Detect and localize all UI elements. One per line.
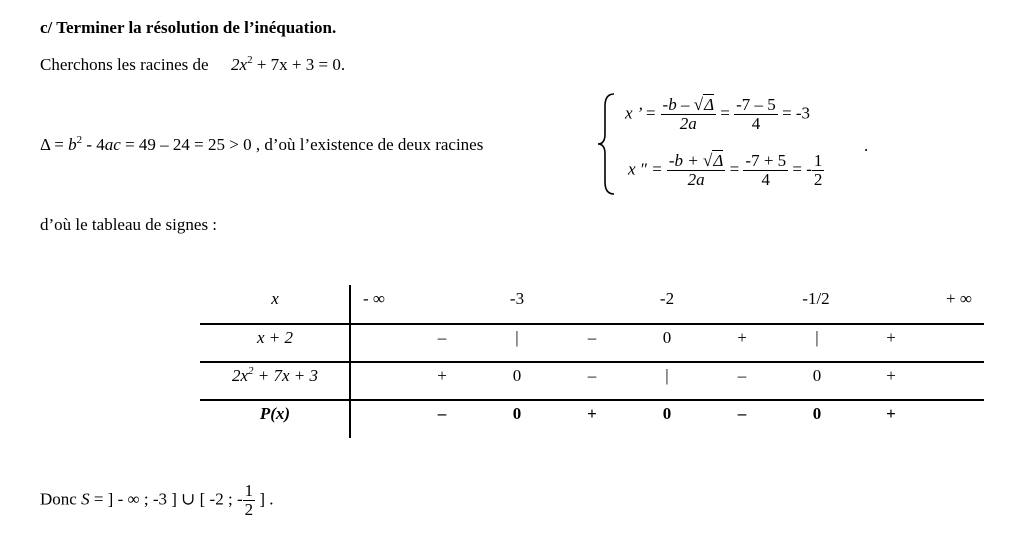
sign-cell: 0 xyxy=(812,404,822,423)
root-one-label: x ’ = xyxy=(625,103,657,123)
row-label: x + 2 xyxy=(256,328,294,347)
sign-cell: | xyxy=(815,328,819,347)
conclusion-den: 2 xyxy=(244,500,254,519)
system-brace xyxy=(596,92,618,196)
sign-cell: 0 xyxy=(662,404,672,423)
poly-term-a: 2x xyxy=(231,55,248,74)
delta-symbol: Δ = xyxy=(40,135,69,154)
section-heading: c/ Terminer la résolution de l’inéquation. xyxy=(40,18,337,37)
root-one xyxy=(625,96,810,133)
delta-rest-a: - 4 xyxy=(82,135,105,154)
root-two-res-den: 2 xyxy=(813,170,823,189)
sign-cell: – xyxy=(437,404,447,423)
poly-exponent: 2 xyxy=(247,54,253,66)
sign-cell: 0 xyxy=(512,366,522,385)
root-one-num2: -7 – 5 xyxy=(736,95,776,114)
conclusion-num: 1 xyxy=(244,481,254,500)
x-value: -3 xyxy=(509,289,525,308)
root-two-den: 2a xyxy=(687,170,705,189)
conclusion-end: ] . xyxy=(255,489,274,509)
root-two-num: -b + xyxy=(668,151,703,170)
root-two-numeric-fraction xyxy=(743,152,788,189)
root-two-num2: -7 + 5 xyxy=(745,151,787,170)
conclusion-body: = ] - ∞ ; -3 ] ∪ [ -2 ; - xyxy=(89,489,243,509)
solution-set-symbol: S xyxy=(81,489,90,509)
row-label: $2x^2 + 7x + 3$ xyxy=(231,365,319,385)
sign-cell: – xyxy=(737,404,747,423)
sign-cell: + xyxy=(886,404,896,423)
root-one-eq: = xyxy=(720,103,730,123)
table-rule xyxy=(200,323,984,325)
conclusion xyxy=(40,482,274,519)
root-two-result-fraction xyxy=(812,152,825,189)
sign-cell: | xyxy=(515,328,519,347)
root-one-fraction: $\frac{-b - √\Delta}{2a}$ xyxy=(662,95,715,133)
system-dot: . xyxy=(864,136,869,155)
sign-cell: + xyxy=(886,328,896,347)
roots-intro-text: Cherchons les racines de xyxy=(40,55,209,74)
table-rule xyxy=(200,399,984,401)
table-intro: d’où le tableau de signes : xyxy=(40,215,218,234)
delta-rest-b: = 49 – 24 = 25 > 0 , d’où l’existence de deux racines xyxy=(120,135,484,154)
sign-cell: + xyxy=(437,366,447,385)
root-one-num: -b – xyxy=(662,95,694,114)
x-value: -2 xyxy=(659,289,675,308)
root-one-sqrt: Δ xyxy=(704,95,715,114)
root-one-numeric-fraction xyxy=(734,96,778,133)
table-rule xyxy=(200,361,984,363)
delta-ac: ac xyxy=(104,135,121,154)
conclusion-fraction xyxy=(243,482,256,519)
x-value: -1/2 xyxy=(802,289,830,308)
root-one-den2: 4 xyxy=(751,114,761,133)
delta-line xyxy=(40,135,483,155)
root-two-den2: 4 xyxy=(761,170,771,189)
root-two-label: x ″ = xyxy=(628,159,663,179)
root-two-result-prefix: = - xyxy=(792,159,812,179)
sign-cell: – xyxy=(737,366,747,385)
sign-cell: 0 xyxy=(662,328,672,347)
x-value: - ∞ xyxy=(362,289,386,308)
sign-cell: – xyxy=(587,366,597,385)
delta-b-exp: 2 xyxy=(76,134,83,146)
root-one-result: = -3 xyxy=(782,103,811,123)
roots-intro xyxy=(40,55,345,75)
row-label: P(x) xyxy=(259,404,291,423)
root-two-sqrt: Δ xyxy=(713,151,724,170)
root-two-eq: = xyxy=(729,159,740,179)
sign-cell: – xyxy=(587,328,597,347)
sign-cell: + xyxy=(886,366,896,385)
sign-cell: + xyxy=(737,328,747,347)
root-two-fraction: $\frac{-b + √\Delta}{2a}$ xyxy=(668,151,724,189)
sign-cell: | xyxy=(665,366,669,385)
sign-cell: 0 xyxy=(512,404,522,423)
root-two xyxy=(628,152,824,189)
sign-cell: – xyxy=(437,328,447,347)
root-one-den: 2a xyxy=(679,114,697,133)
conclusion-prefix: Donc xyxy=(40,489,82,509)
poly-term-b: + 7x + 3 = 0. xyxy=(252,55,346,74)
root-two-res-num: 1 xyxy=(813,151,823,170)
table-header-x: x xyxy=(271,289,279,308)
sign-cell: + xyxy=(587,404,597,423)
delta-b: b xyxy=(68,135,77,154)
sign-cell: 0 xyxy=(812,366,822,385)
x-value: + ∞ xyxy=(946,289,972,308)
